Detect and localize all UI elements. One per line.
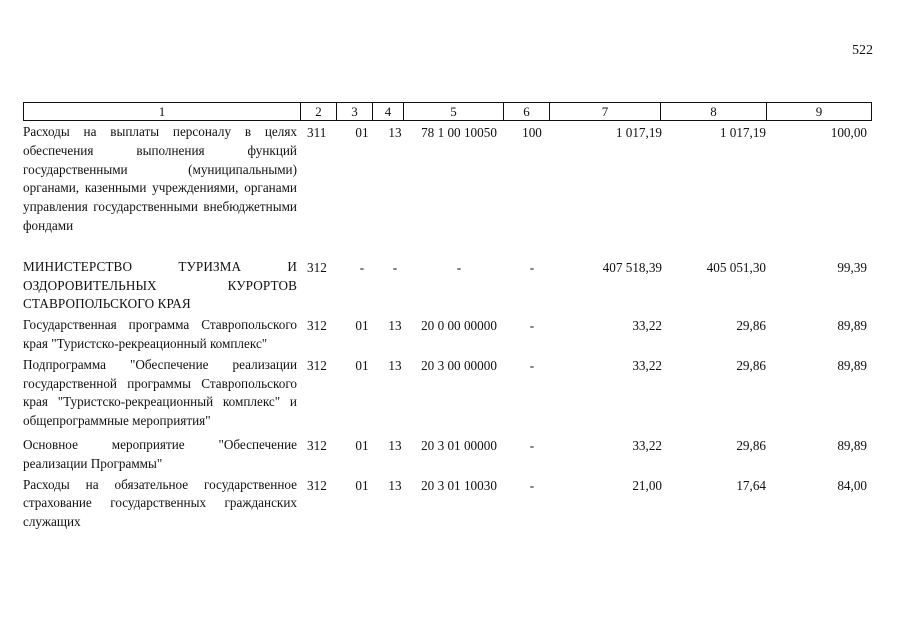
page-number: 522 — [852, 43, 873, 58]
code-subsection: - — [392, 259, 398, 275]
header-cell-2: 2 — [301, 103, 337, 121]
amount-actual: 29,86 — [736, 357, 766, 373]
column-header-table — [23, 102, 872, 121]
table-row — [23, 476, 873, 532]
code-subsection: 13 — [388, 318, 402, 334]
amount-actual: 405 051,30 — [706, 259, 766, 275]
table-row — [23, 123, 873, 236]
row-name: Государственная программа Ставропольского края "Туристско-рекреационный комплекс" — [23, 317, 297, 351]
code-target: 20 3 01 10030 — [421, 477, 497, 493]
code-ministry: 312 — [307, 357, 327, 373]
header-cell-5: 5 — [404, 103, 504, 121]
row-name: Расходы на выплаты персоналу в целях обеспечения выполнения функций государственными (муниципальными) органами, казенными учреждениями, органами управления государственными внебюджетными фондами — [23, 124, 297, 233]
code-expense-type: - — [529, 357, 535, 373]
code-subsection: 13 — [388, 357, 402, 373]
header-cell-1: 1 — [24, 103, 301, 121]
code-expense-type: - — [529, 259, 535, 275]
code-ministry: 312 — [307, 259, 327, 275]
code-expense-type: - — [529, 318, 535, 334]
code-ministry: 311 — [307, 125, 327, 140]
code-section: 01 — [355, 318, 369, 334]
code-section: 01 — [355, 437, 369, 453]
table-row — [23, 316, 873, 354]
code-section: 01 — [355, 357, 369, 373]
amount-planned: 1 017,19 — [615, 125, 662, 140]
header-cell-8: 8 — [661, 103, 767, 121]
code-section: 01 — [355, 125, 369, 140]
amount-actual: 29,86 — [736, 437, 766, 453]
code-ministry: 312 — [307, 437, 327, 453]
table-body — [23, 123, 873, 532]
code-ministry: 312 — [307, 318, 327, 334]
code-target: 20 3 00 00000 — [421, 357, 497, 373]
code-target: 78 1 00 10050 — [421, 125, 497, 140]
code-expense-type: - — [529, 437, 535, 453]
header-cell-7: 7 — [550, 103, 661, 121]
table-row — [23, 356, 873, 431]
percent-executed: 84,00 — [837, 477, 867, 493]
row-name: МИНИСТЕРСТВО ТУРИЗМА И ОЗДОРОВИТЕЛЬНЫХ КУРОРТОВ СТАВРОПОЛЬСКОГО КРАЯ — [23, 258, 297, 312]
amount-actual: 29,86 — [736, 318, 766, 334]
percent-executed: 99,39 — [837, 259, 867, 275]
code-ministry: 312 — [307, 477, 327, 493]
header-cell-3: 3 — [337, 103, 373, 121]
amount-planned: 33,22 — [632, 357, 662, 373]
amount-planned: 33,22 — [632, 437, 662, 453]
percent-executed: 89,89 — [837, 357, 867, 373]
amount-planned: 407 518,39 — [602, 259, 662, 275]
percent-executed: 89,89 — [837, 318, 867, 334]
code-target: 20 0 00 00000 — [421, 318, 497, 334]
amount-planned: 21,00 — [632, 477, 662, 493]
header-row — [24, 103, 872, 121]
code-target: - — [456, 259, 462, 275]
table-row — [23, 436, 873, 474]
row-name: Подпрограмма "Обеспечение реализации государственной программы Ставропольского края "Туристско-рекреационный комплекс" и общепрограммные мероприятия" — [23, 356, 297, 429]
table-row — [23, 258, 873, 314]
amount-actual: 17,64 — [736, 477, 766, 493]
code-expense-type: - — [529, 477, 535, 493]
header-cell-9: 9 — [767, 103, 872, 121]
code-subsection: 13 — [388, 125, 402, 140]
code-subsection: 13 — [388, 477, 402, 493]
percent-executed: 89,89 — [837, 437, 867, 453]
row-name: Основное мероприятие "Обеспечение реализации Программы" — [23, 436, 297, 471]
code-section: 01 — [355, 477, 369, 493]
header-cell-6: 6 — [504, 103, 550, 121]
code-expense-type: 100 — [522, 125, 542, 140]
code-section: - — [359, 259, 365, 275]
code-target: 20 3 01 00000 — [421, 437, 497, 453]
amount-actual: 1 017,19 — [719, 125, 766, 140]
code-subsection: 13 — [388, 437, 402, 453]
amount-planned: 33,22 — [632, 318, 662, 334]
percent-executed: 100,00 — [830, 125, 867, 140]
header-cell-4: 4 — [373, 103, 404, 121]
row-name: Расходы на обязательное государственное страхование государственных гражданских служащих — [23, 476, 297, 530]
